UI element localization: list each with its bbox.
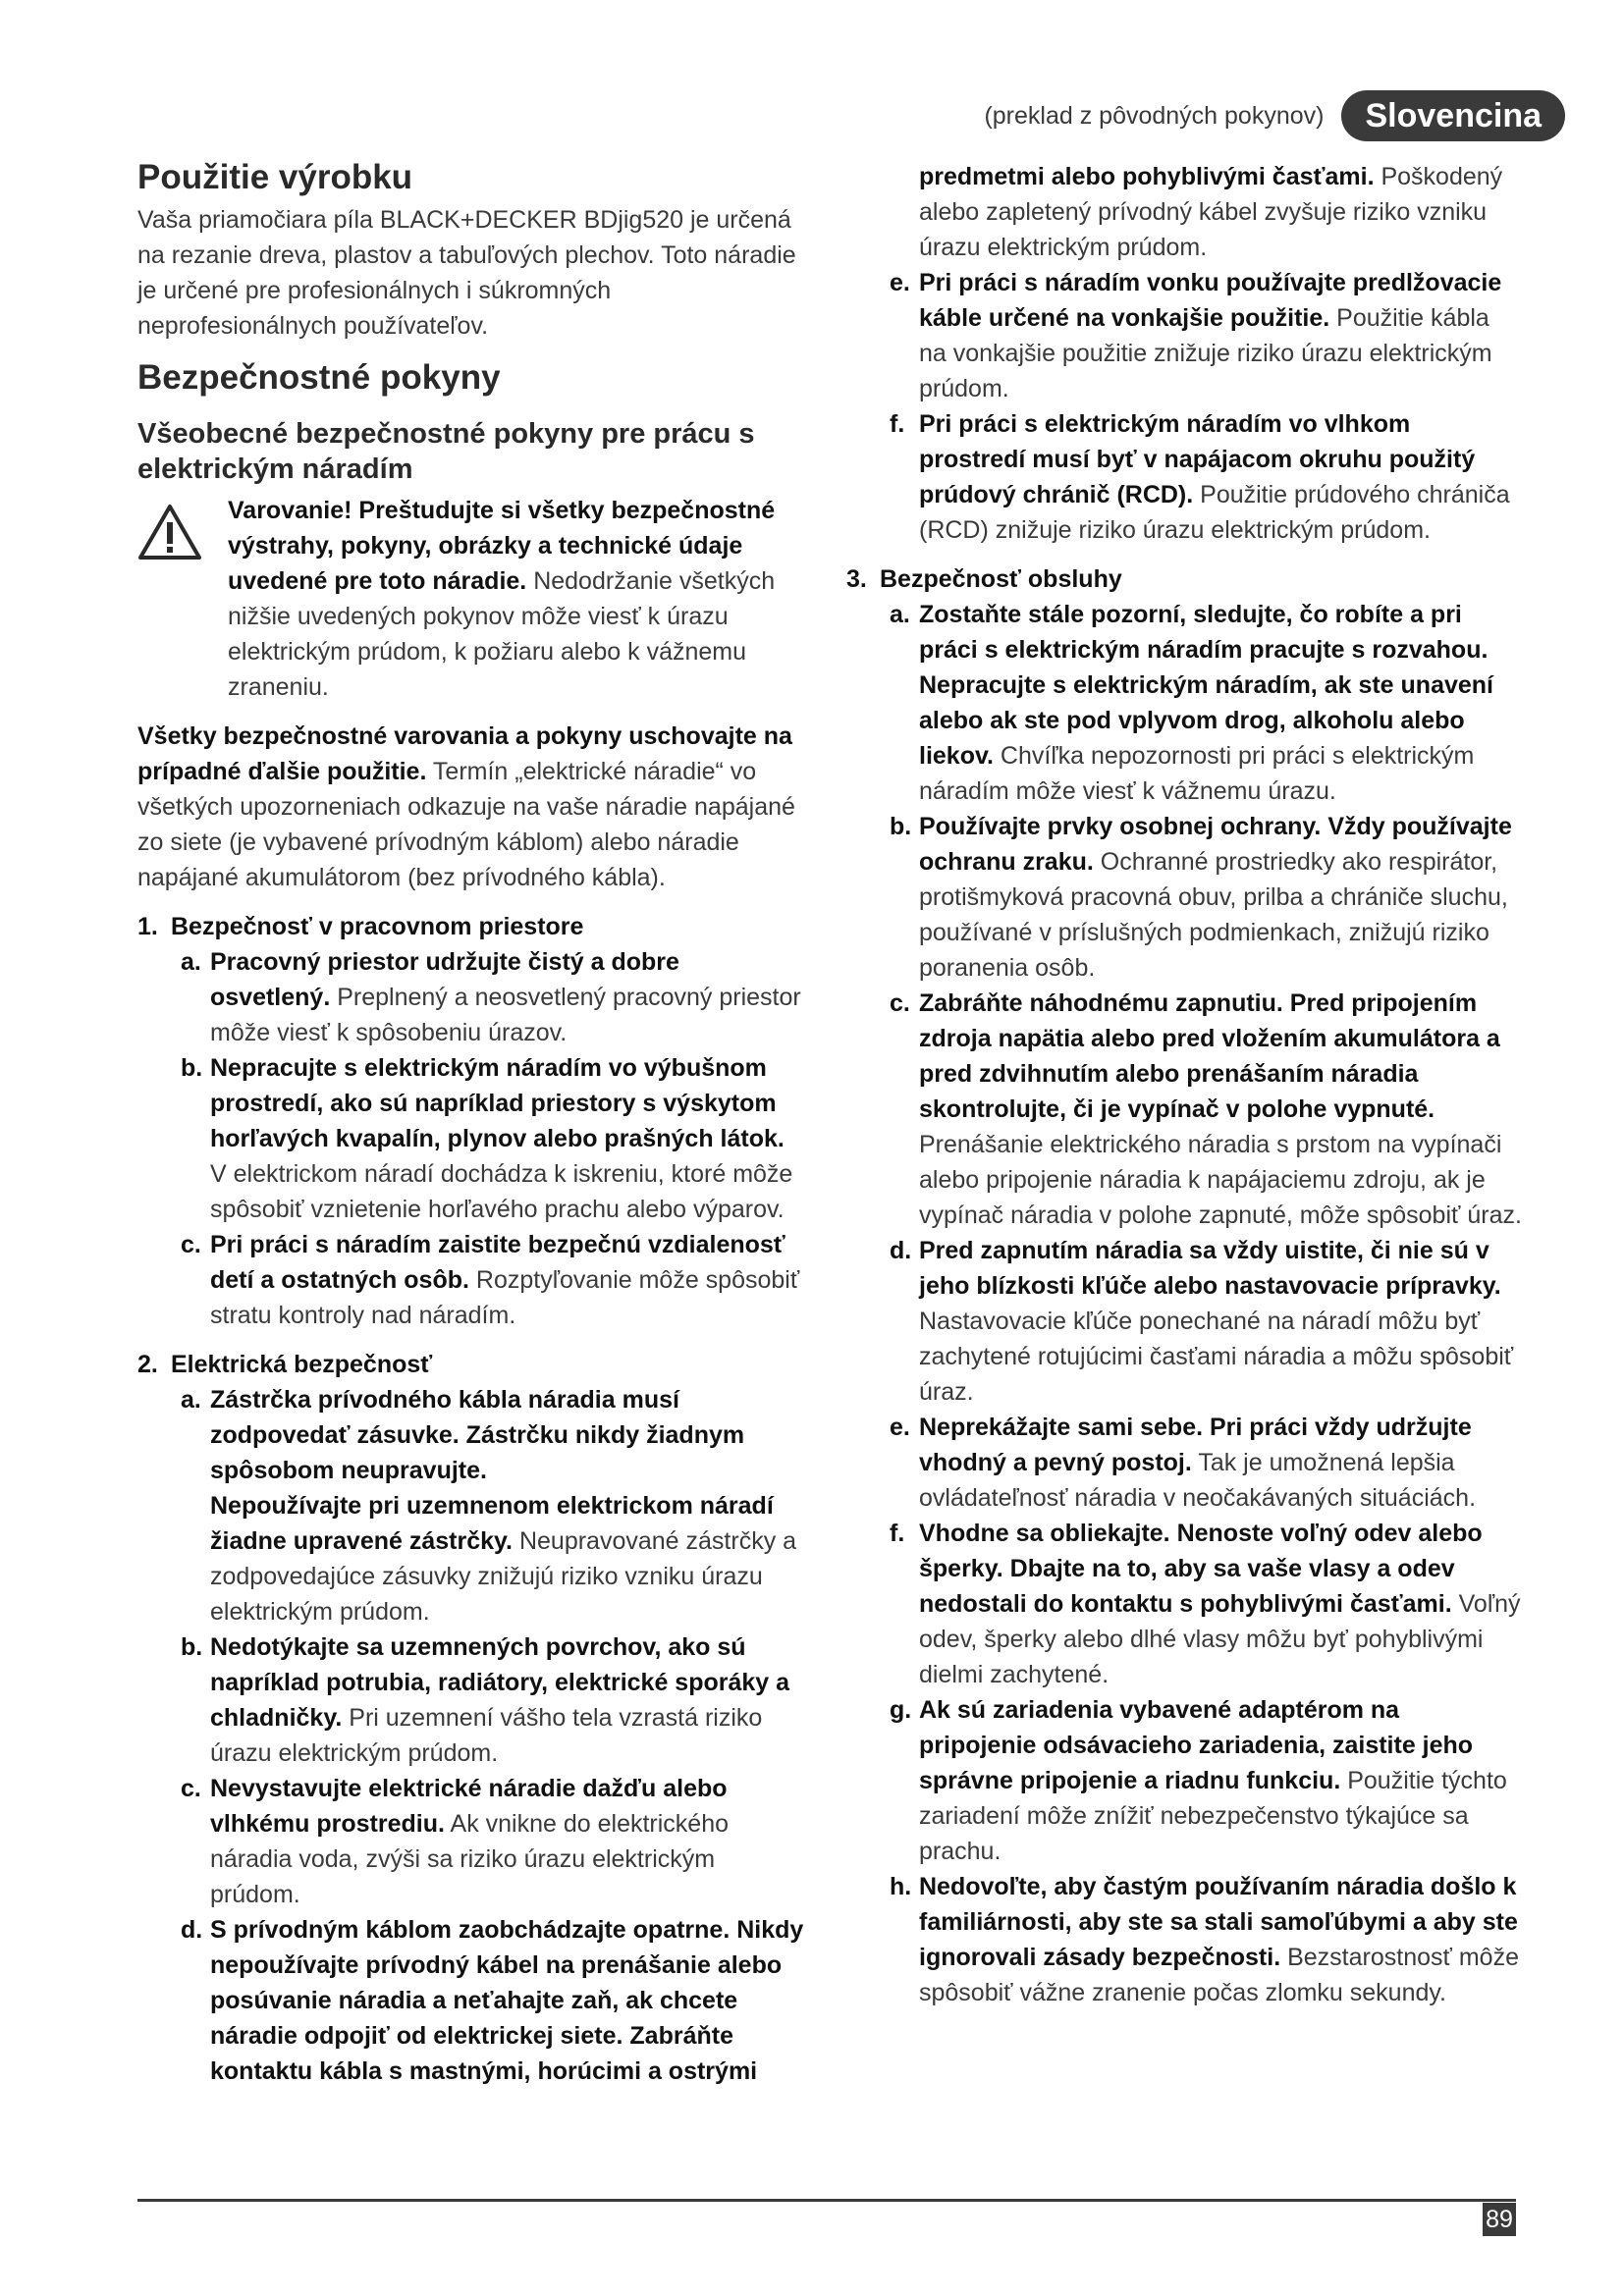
heading-product-use: Použitie výrobku (137, 158, 413, 196)
item-1c: c. Pri práci s náradím zaistite bezpečnú vzdialenosť detí a ostatných osôb. Rozptyľovanie môže spôsobiť stratu kontroly nad náradím. (181, 1231, 800, 1329)
item-2d: d. S prívodným káblom zaobchádzajte opatrne. Nikdy nepoužívajte prívodný kábel na prenášanie alebo posúvanie náradia a neťahajte zaň, ak chcete náradie odpojiť od elektrickej siete. Zabráňte kontaktu kábla s mastnými, horúcimi a ostrými (181, 1916, 804, 2085)
right-column (846, 159, 1522, 2010)
item-3h: h. Nedovoľte, aby častým používaním náradia došlo k familiárnosti, aby ste sa stali samoľúbymi a aby ste ignorovali zásady bezpečnosti. Bezstarostnosť môže spôsobiť vážne zranenie počas zlomku sekundy. (890, 1873, 1519, 2006)
item-3g: g. Ak sú zariadenia vybavené adaptérom na pripojenie odsávacieho zariadenia, zaistite jeho správne pripojenie a riadnu funkciu. Použitie týchto zariadení môže znížiť nebezpečenstvo týkajúce sa prachu. (890, 1696, 1507, 1865)
product-use-text: Vaša priamočiara píla BLACK+DECKER BDjig520 je určená na rezanie dreva, plastov a tabuľových plechov. Toto náradie je určené pre profesionálnych i súkromných neprofesionálnych používateľov. (137, 206, 796, 340)
heading-general-safety: Všeobecné bezpečnostné pokyny pre prácu s elektrickým náradím (137, 418, 755, 485)
language-badge: Slovencina (1341, 90, 1565, 141)
page-number: 89 (1483, 2203, 1516, 2236)
warning-bold: Varovanie! Preštudujte si všetky bezpečnostné výstrahy, pokyny, obrázky a technické údaje uvedené pre toto náradie. (228, 497, 776, 595)
item-2d-cont: predmetmi alebo pohyblivými časťami. Poškodený alebo zapletený prívodný kábel zvyšuje riziko vzniku úrazu elektrickým prúdom. (919, 163, 1503, 261)
item-2e: e. Pri práci s náradím vonku používajte predlžovacie káble určené na vonkajšie použitie. Použitie kábla na vonkajšie použitie znižuje riziko úrazu elektrickým prúdom. (890, 269, 1502, 402)
warning-block (137, 493, 805, 705)
keep-instructions-text: Termín „elektrické náradie“ vo všetkých upozorneniach odkazuje na vaše náradie napájané zo siete (je vybavené prívodným káblom) alebo náradie napájané akumulátorom (bez prívodného kábla). (137, 758, 795, 891)
item-2f: f. Pri práci s elektrickým náradím vo vlhkom prostredí musí byť v napájacom okruhu použitý prúdový chránič (RCD). Použitie prúdového chrániča (RCD) znižuje riziko úrazu elektrickým prúdom. (890, 410, 1510, 544)
item-3e: e. Neprekážajte sami sebe. Pri práci vždy udržujte vhodný a pevný postoj. Tak je umožnená lepšia ovládateľnosť náradia v neočakávaných situáciách. (890, 1414, 1477, 1512)
footer-divider (137, 2199, 1516, 2202)
item-1b: b. Nepracujte s elektrickým náradím vo výbušnom prostredí, ako sú napríklad priestory s výskytom horľavých kvapalín, plynov alebo prašných látok. V elektrickom náradí dochádza k iskreniu, ktoré môže spôsobiť vznietenie horľavého prachu alebo výparov. (181, 1054, 793, 1223)
item-2a: a. Zástrčka prívodného kábla náradia musí zodpovedať zásuvke. Zástrčku nikdy žiadnym spôsobom neupravujte. (181, 1386, 745, 1484)
section-2-heading: 2. Elektrická bezpečnosť (137, 1351, 433, 1378)
warning-text: Nedodržanie všetkých nižšie uvedených pokynov môže viesť k úrazu elektrickým prúdom, k požiaru alebo k vážnemu zraneniu. (228, 567, 776, 701)
section-3-heading: 3. Bezpečnosť obsluhy (846, 565, 1122, 593)
item-2a-cont: Nepoužívajte pri uzemnenom elektrickom náradí žiadne upravené zástrčky. Neupravované zástrčky a zodpovedajúce zásuvky znižujú riziko vzniku úrazu elektrickým prúdom. (210, 1492, 797, 1626)
item-3f: f. Vhodne sa obliekajte. Nenoste voľný odev alebo šperky. Dbajte na to, aby sa vaše vlasy a odev nedostali do kontaktu s pohyblivými časťami. Voľný odev, šperky alebo dlhé vlasy môžu byť pohyblivými dielmi zachytené. (890, 1520, 1521, 1688)
item-3c: c. Zabráňte náhodnému zapnutiu. Pred pripojením zdroja napätia alebo pred vložením akumulátora a pred zdvihnutím alebo prenášaním náradia skontrolujte, či je vypínač v polohe vypnuté. Prenášanie elektrického náradia s prstom na vypínači alebo pripojenie náradia k napájaciemu zdroju, ak je vypínač náradia v polohe zapnuté, môže spôsobiť úraz. (890, 989, 1522, 1229)
translation-note: (preklad z pôvodných pokynov) (984, 101, 1325, 130)
item-1a: a. Pracovný priestor udržujte čistý a dobre osvetlený. Preplnený a neosvetlený pracovný priestor môže viesť k spôsobeniu úrazov. (181, 948, 801, 1046)
item-3a-cont: Nepracujte s elektrickým náradím, ak ste unavení alebo ak ste pod vplyvom drog, alkoholu alebo liekov. Chvíľka nepozornosti pri práci s elektrickým náradím môže viesť k vážnemu úrazu. (919, 671, 1493, 805)
heading-safety: Bezpečnostné pokyny (137, 358, 501, 397)
section-1-heading: 1. Bezpečnosť v pracovnom priestore (137, 913, 584, 940)
warning-triangle-icon (137, 493, 228, 571)
keep-instructions-bold: Všetky bezpečnostné varovania a pokyny uschovajte na prípadné ďalšie použitie. (137, 722, 792, 785)
item-3b: b. Používajte prvky osobnej ochrany. Vždy používajte ochranu zraku. Ochranné prostriedky ako respirátor, protišmyková pracovná obuv, prilba a chrániče sluchu, používané v príslušných podmienkach, znižujú riziko poranenia osôb. (890, 813, 1512, 982)
left-column (137, 157, 805, 2089)
item-3a: a. Zostaňte stále pozorní, sledujte, čo robíte a pri práci s elektrickým náradím pracujte s rozvahou. (890, 601, 1489, 664)
item-2b: b. Nedotýkajte sa uzemnených povrchov, ako sú napríklad potrubia, radiátory, elektrické sporáky a chladničky. Pri uzemnení vášho tela vzrastá riziko úrazu elektrickým prúdom. (181, 1633, 790, 1767)
page-header (984, 90, 1565, 141)
item-3d: d. Pred zapnutím náradia sa vždy uistite, či nie sú v jeho blízkosti kľúče alebo nastavovacie prípravky. Nastavovacie kľúče ponechané na náradí môžu byť zachytené rotujúcimi časťami náradia a môžu spôsobiť úraz. (890, 1237, 1514, 1406)
item-2c: c. Nevystavujte elektrické náradie dažďu alebo vlhkému prostrediu. Ak vnikne do elektrického náradia voda, zvýši sa riziko úrazu elektrickým prúdom. (181, 1775, 730, 1908)
